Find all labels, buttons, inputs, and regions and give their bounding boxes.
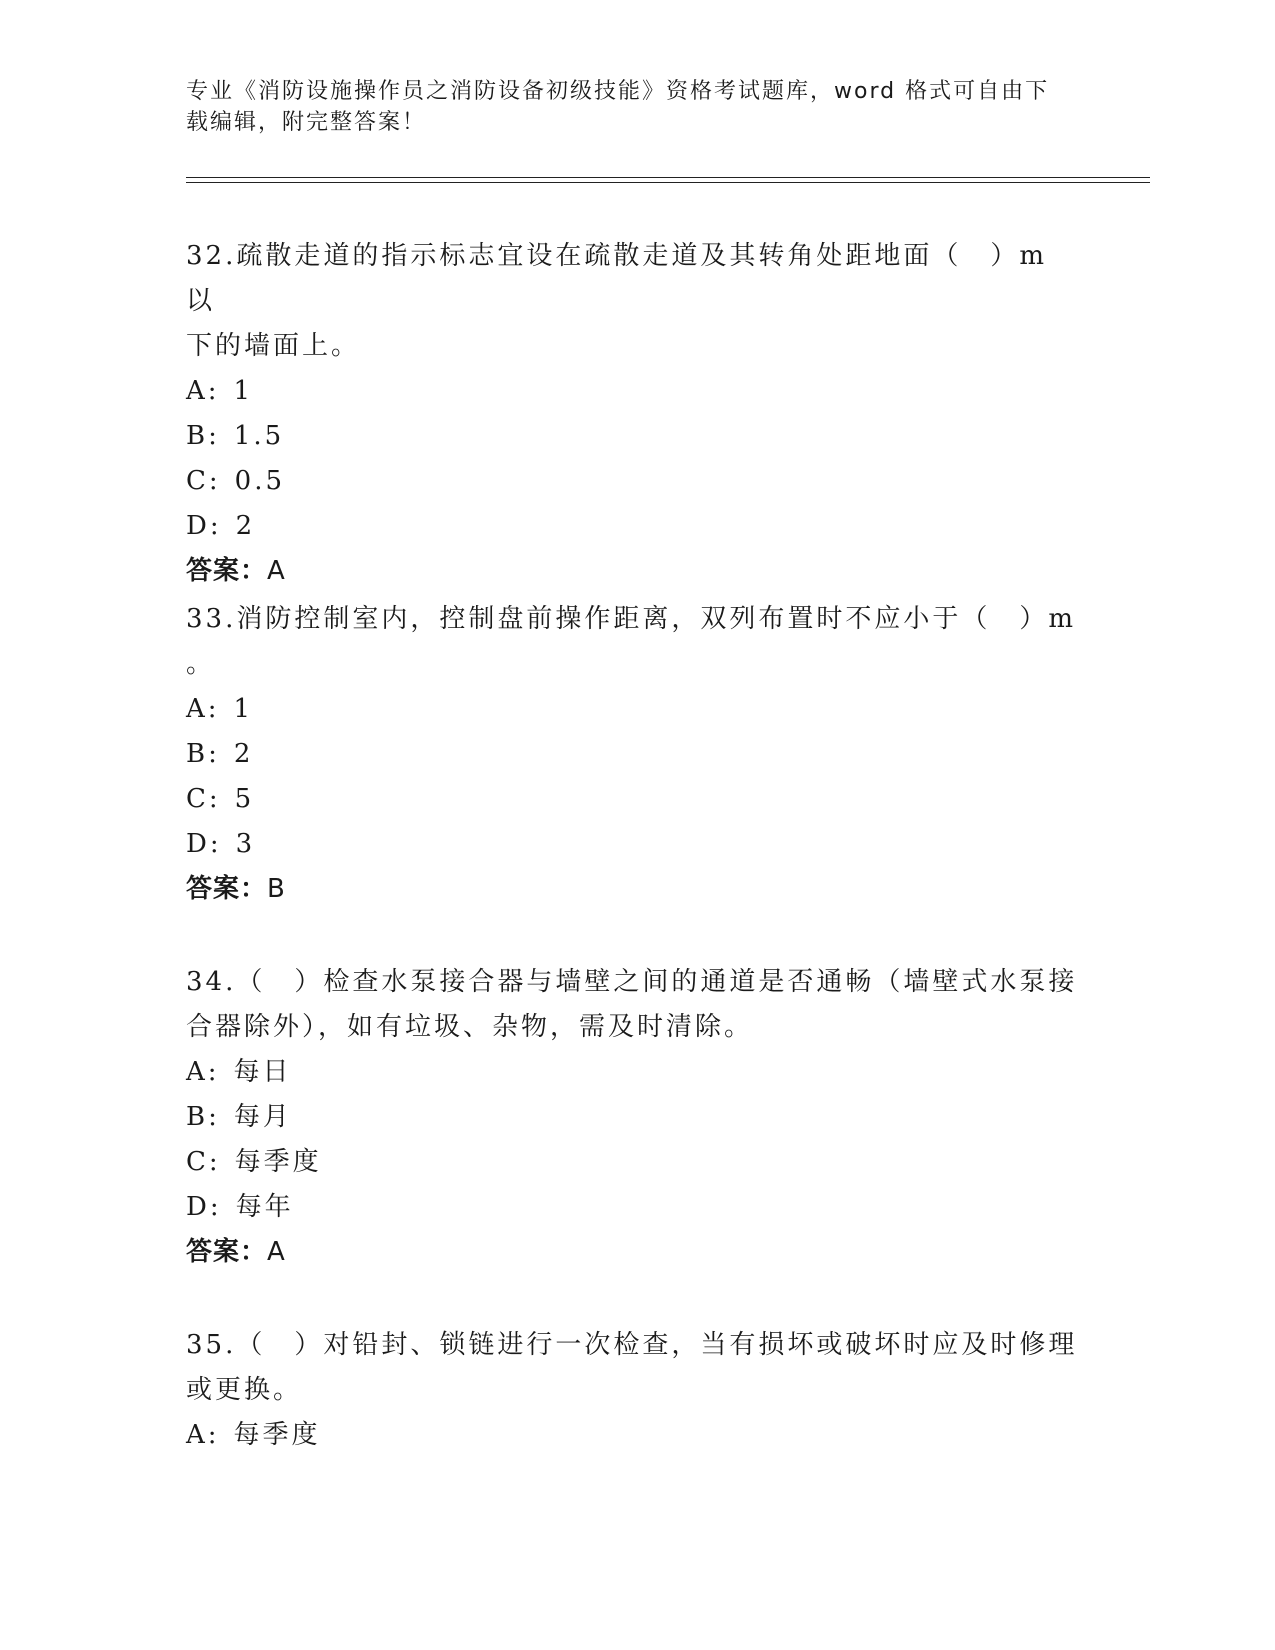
answer-line [186,867,1086,912]
answer-value: A [267,1237,286,1267]
option-key: D: [186,829,222,859]
option-value: 1 [233,694,254,724]
option-key: A: [186,694,220,724]
question-text-line: 。 [186,649,216,679]
option-value: 1 [233,376,254,406]
option-value: 1.5 [233,421,285,451]
option-value: 2 [235,511,256,541]
answer-label: 答案： [186,556,268,586]
question-33 [186,597,1086,912]
answer-label: 答案： [186,874,268,904]
option-key: B: [186,421,220,451]
question-text-line: 34.（ ）检查水泵接合器与墙壁之间的通道是否通畅（墙壁式水泵接 [186,967,1078,997]
option-value: 每年 [235,1192,294,1222]
answer-value: A [267,556,286,586]
answer-line [186,1230,1086,1275]
document-header [186,76,1066,138]
question-35 [186,1323,1086,1458]
question-text-line: 33.消防控制室内，控制盘前操作距离，双列布置时不应小于（ ）m [186,604,1077,634]
option-c [186,777,1086,822]
question-32 [186,234,1086,594]
header-rule-bottom [186,182,1150,183]
option-key: C: [186,1147,221,1177]
option-value: 5 [234,784,255,814]
option-a [186,1050,1086,1095]
option-value: 每日 [233,1057,292,1087]
option-value: 每季度 [234,1147,322,1177]
question-text-line: 合器除外），如有垃圾、杂物，需及时清除。 [186,1012,754,1042]
option-a [186,687,1086,732]
option-key: C: [186,466,221,496]
option-key: D: [186,511,222,541]
option-value: 0.5 [234,466,286,496]
question-text-line: 35.（ ）对铅封、锁链进行一次检查，当有损坏或破坏时应及时修理 [186,1330,1078,1360]
question-text-line: 32.疏散走道的指示标志宜设在疏散走道及其转角处距地面（ ）m 以 [186,241,1048,316]
option-key: A: [186,376,220,406]
answer-value: B [267,874,286,904]
answer-line [186,549,1086,594]
question-34 [186,960,1086,1275]
option-a [186,1413,1086,1458]
option-c [186,1140,1086,1185]
answer-label: 答案： [186,1237,268,1267]
header-rule-top [186,177,1150,178]
header-line-1: 专业《消防设施操作员之消防设备初级技能》资格考试题库，word 格式可自由下 [186,79,1050,104]
option-value: 3 [235,829,256,859]
option-d [186,822,1086,867]
option-key: B: [186,1102,220,1132]
option-c [186,459,1086,504]
option-value: 每月 [233,1102,292,1132]
option-d [186,504,1086,549]
option-b [186,414,1086,459]
option-key: B: [186,739,220,769]
option-value: 每季度 [233,1420,321,1450]
option-value: 2 [233,739,254,769]
option-key: C: [186,784,221,814]
option-b [186,1095,1086,1140]
option-a [186,369,1086,414]
header-line-2: 载编辑，附完整答案！ [186,110,427,135]
option-d [186,1185,1086,1230]
question-text-line: 或更换。 [186,1375,303,1405]
option-key: D: [186,1192,222,1222]
option-key: A: [186,1057,220,1087]
option-key: A: [186,1420,220,1450]
question-text-line: 下的墙面上。 [186,331,361,361]
option-b [186,732,1086,777]
